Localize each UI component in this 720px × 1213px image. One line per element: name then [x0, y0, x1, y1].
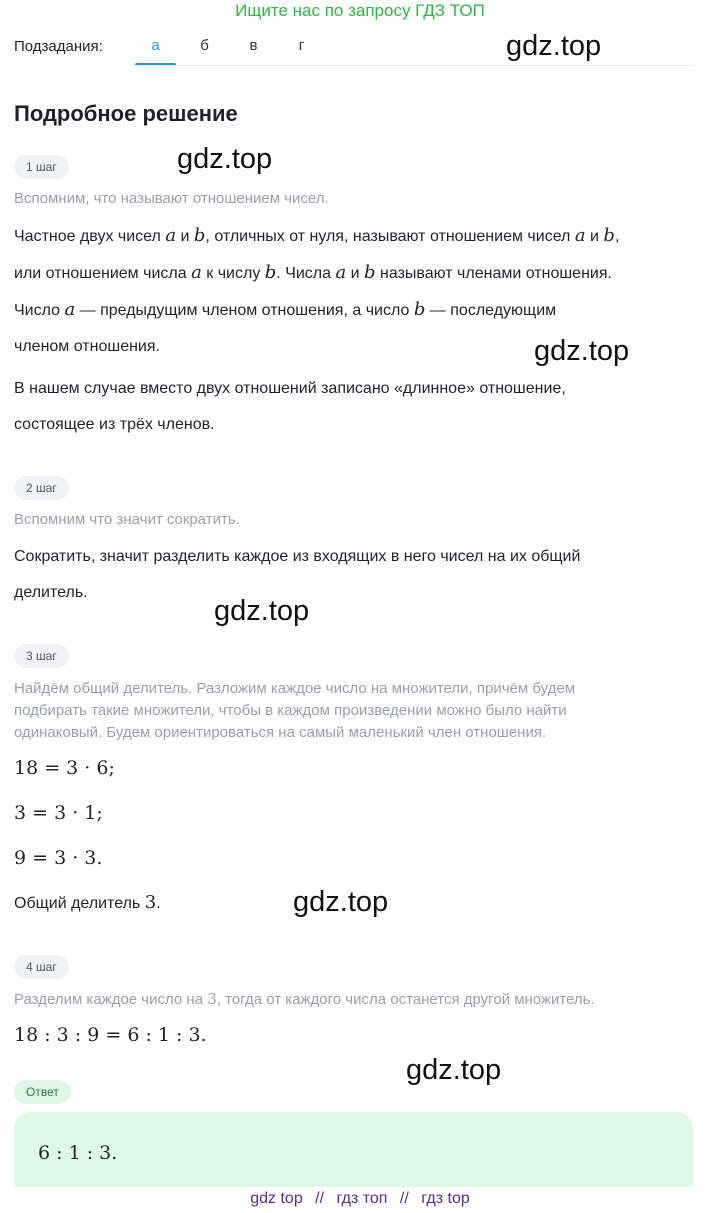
footer-separator: //	[399, 1190, 409, 1207]
watermark: gdz.top	[293, 886, 389, 918]
watermark: gdz.top	[177, 143, 273, 175]
answer-value: 6 : 1 : 3.	[38, 1142, 118, 1164]
step-badge: 4 шаг	[14, 955, 69, 979]
subtasks-label: Подзадания:	[14, 38, 103, 55]
text-line: Сократить, значит разделить каждое из входящих в него чисел на их общий	[14, 548, 581, 565]
footer-links	[0, 1187, 720, 1213]
tab-subtask-a[interactable]: а	[135, 34, 176, 66]
footer-link[interactable]: gdz top	[250, 1190, 303, 1207]
step-paragraph	[14, 218, 704, 365]
subtasks-divider	[135, 65, 694, 66]
watermark: gdz.top	[214, 595, 310, 627]
step-hint: Вспомним что значит сократить.	[14, 511, 240, 528]
step-hint: Вспомним, что называют отношением чисел.	[14, 190, 329, 207]
text-line: Частное двух чисел a и b, отличных от нуля, называют отношением чисел a и b,	[14, 225, 620, 246]
step-paragraph	[14, 371, 704, 443]
math-equation: 18 : 3 : 9 = 6 : 1 : 3.	[14, 1024, 207, 1046]
math-equation: 18 = 3 · 6;	[14, 757, 115, 779]
text-line: делитель.	[14, 584, 88, 601]
text-line: или отношением числа a к числу b. Числа a и b называют членами отношения.	[14, 262, 612, 283]
search-banner: Ищите нас по запросу ГДЗ ТОП	[235, 1, 485, 20]
step-paragraph	[14, 539, 704, 611]
tab-subtask-b[interactable]: б	[200, 37, 209, 54]
text-line: Число a — предыдущим членом отношения, а число b — последующим	[14, 299, 557, 320]
step-badge: 3 шаг	[14, 644, 69, 668]
watermark: gdz.top	[534, 335, 630, 367]
tab-subtask-g[interactable]: г	[298, 37, 305, 54]
answer-badge: Ответ	[14, 1080, 71, 1104]
section-title: Подробное решение	[14, 101, 238, 126]
step-badge: 2 шаг	[14, 476, 69, 500]
text-line: В нашем случае вместо двух отношений записано «длинное» отношение,	[14, 380, 566, 397]
step-conclusion: Общий делитель 3.	[14, 892, 161, 913]
watermark: gdz.top	[506, 30, 602, 62]
step-hint: Разделим каждое число на 3, тогда от каждого числа останется другой множитель.	[14, 990, 595, 1008]
tab-subtask-v[interactable]: в	[249, 37, 258, 54]
footer-link[interactable]: гдз топ	[336, 1190, 388, 1207]
step-badge: 1 шаг	[14, 155, 69, 179]
text-line: членом отношения.	[14, 338, 160, 355]
math-equation: 3 = 3 · 1;	[14, 802, 103, 824]
text-line: состоящее из трёх членов.	[14, 416, 215, 433]
hint-line: Найдём общий делитель. Разложим каждое число на множители, причём будем	[14, 680, 576, 697]
math-equation: 9 = 3 · 3.	[14, 847, 103, 869]
watermark: gdz.top	[406, 1054, 502, 1086]
footer-separator: //	[315, 1190, 325, 1207]
hint-line: подбирать такие множители, чтобы в каждом произведении можно было найти	[14, 702, 567, 719]
hint-line: одинаковый. Будем ориентироваться на самый маленький член отношения.	[14, 724, 547, 741]
footer-link[interactable]: гдз top	[421, 1190, 470, 1207]
step-hint	[14, 678, 694, 744]
